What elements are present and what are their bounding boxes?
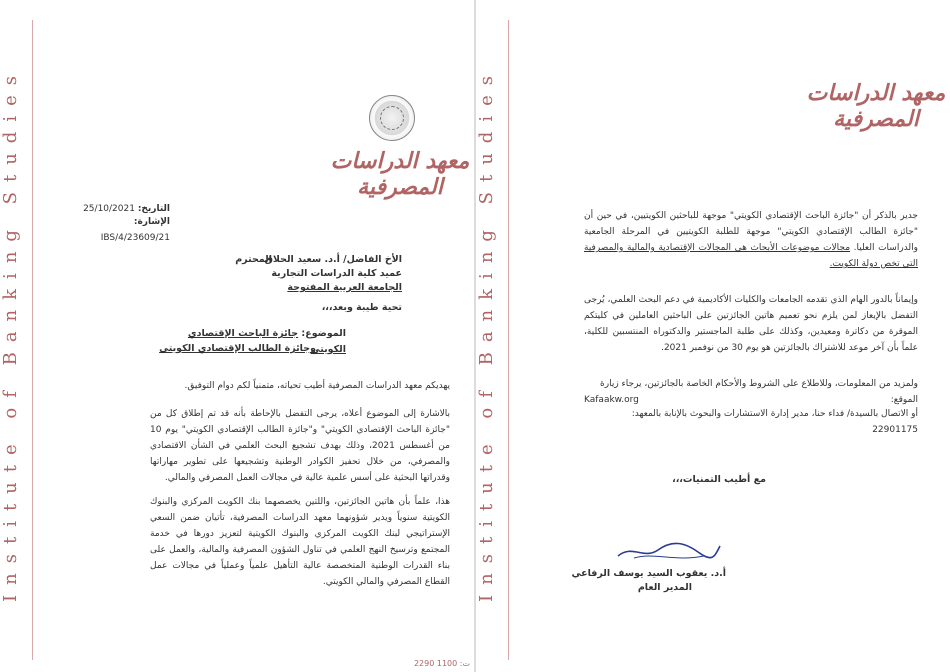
body-paragraph-2: هذا، علماً بأن هاتين الجائزتين، واللتين يخصصهما بنك الكويت المركزي والبنوك الكويتية سنوياً ويدير شؤونهما معهد الدراسات المصرفية، تأتيان ضمن السعي الإستراتيجي لبنك الكويت المركزي والبنوك الكويتية لتعزيز دورها في خدمة المجتمع وترسيخ النهج العلمي في تناول الشؤون المصرفية والمالية، والعمل على بناء القدرات الوطنية المتخصصة عالية التأهيل علمياً وعملياً في مجالات عمل القطاع المصرفي والمالي الكويتي. [150,497,450,587]
body-paragraph-1: بالاشارة إلى الموضوع أعلاه، يرجى التفضل بالإحاطة بأنه قد تم إطلاق كل من "جائزة الباحث الإقتصادي الكويتي" و"جائزة الطالب الإقتصادي الكويتي" يوم 10 من أغسطس 2021، وذلك بهدف تشجيع البحث العلمي في الشأن الاقتصادي والمصرفي، من خلال تحفيز الكوادر الوطنية وتشجيعها على تطوير مهاراتها وقدراتها البحثية على أسس علمية عالية في مجالات العمل المصرفي والمالي. [150,409,450,483]
eligibility-paragraph [584,208,918,272]
signatory-title: المدير العام [637,582,692,593]
research-fields-text: مجالات موضوعات الأبحاث هي المجالات الإقتصادية والمالية والمصرفية التي تخص دولة الكويت. [584,243,918,269]
addressee-name: الأخ الفاضل/ أ.د. سعيد الحلاق [264,254,402,265]
closing-line: مع أطيب التمنيات،،، [672,474,766,485]
intro-paragraph: يهديكم معهد الدراسات المصرفية أطيب تحياته، متمنياً لكم دوام التوفيق. [184,381,450,391]
reference-value: IBS/4/23609/21 [100,233,170,243]
sidebar-band [0,0,36,672]
institute-name-vertical: Institute of Banking Studies [476,66,497,602]
contact-line: أو الاتصال بالسيدة/ فداء حنا، مدير إدارة الاستشارات والبحوث بالإنابة بالمعهد: 22901175 [631,409,918,435]
sidebar-band [476,0,512,672]
letter-page-1 [0,0,474,672]
letter-page-2 [476,0,950,672]
institute-name-vertical: Institute of Banking Studies [0,66,21,602]
university-seal-logo [369,95,415,141]
subject-title-1: جائزة الباحث الإقتصادي الكويتي [187,328,346,355]
footer-phone: ت: 1100 2290 [413,659,470,668]
signatory-name: أ.د. يعقوب السيد يوسف الرفاعي [571,568,726,579]
subject-line-2: وجائزة الطالب الإقتصادي الكويتي [159,343,316,354]
sidebar-rule [32,20,33,660]
sidebar-rule [508,20,509,660]
date-label: التاريخ: [137,204,170,214]
addressee-title: عميد كلية الدراسات التجارية [271,268,402,279]
dissemination-paragraph: وإيماناً بالدور الهام الذي تقدمه الجامعات والكليات الأكاديمية في دعم البحث العلمي، يُرجى التفضل بالإيعاز لمن يلزم نحو تعميم هاتين الجائزتين على الباحثين العاملين في كليتكم الموقرة من دكاترة ومعيدين، وكذلك على طلبة الماجستير والدكتوراه المنتسبين للكلية، علماً بأن آخر موعد للاشتراك بالجائزتين هو يوم 30 من نوفمبر 2021. [584,295,918,353]
reference-label: الإشارة: [133,217,170,227]
institute-arabic-logo: معهد الدراسات المصرفية [806,80,946,132]
addressee-organization: الجامعة العربية المفتوحة [287,282,402,293]
subject-label: الموضوع: [301,328,346,339]
signature-graphic [614,538,724,564]
date-value: 25/10/2021 [83,204,135,214]
greeting: تحية طيبة وبعد،،، [321,302,402,313]
website-link[interactable]: Kafaakw.org [584,395,639,405]
reference-line [80,214,170,246]
eligibility-text: جدير بالذكر أن "جائزة الباحث الإقتصادي الكويتي" موجهة للباحثين الكويتيين، في حين أن "جائزة الطالب الإقتصادي الكويتي" موجهة للطلبة الكويتيين في المرحلة الجامعية والدراسات العليا. [584,211,918,253]
honorific: المحترم [235,254,272,265]
info-paragraph: ولمزيد من المعلومات، وللاطلاع على الشروط والأحكام الخاصة بالجائزتين، يرجاء زيارة الموقع: [600,379,918,405]
institute-arabic-logo: معهد الدراسات المصرفية [330,148,470,200]
